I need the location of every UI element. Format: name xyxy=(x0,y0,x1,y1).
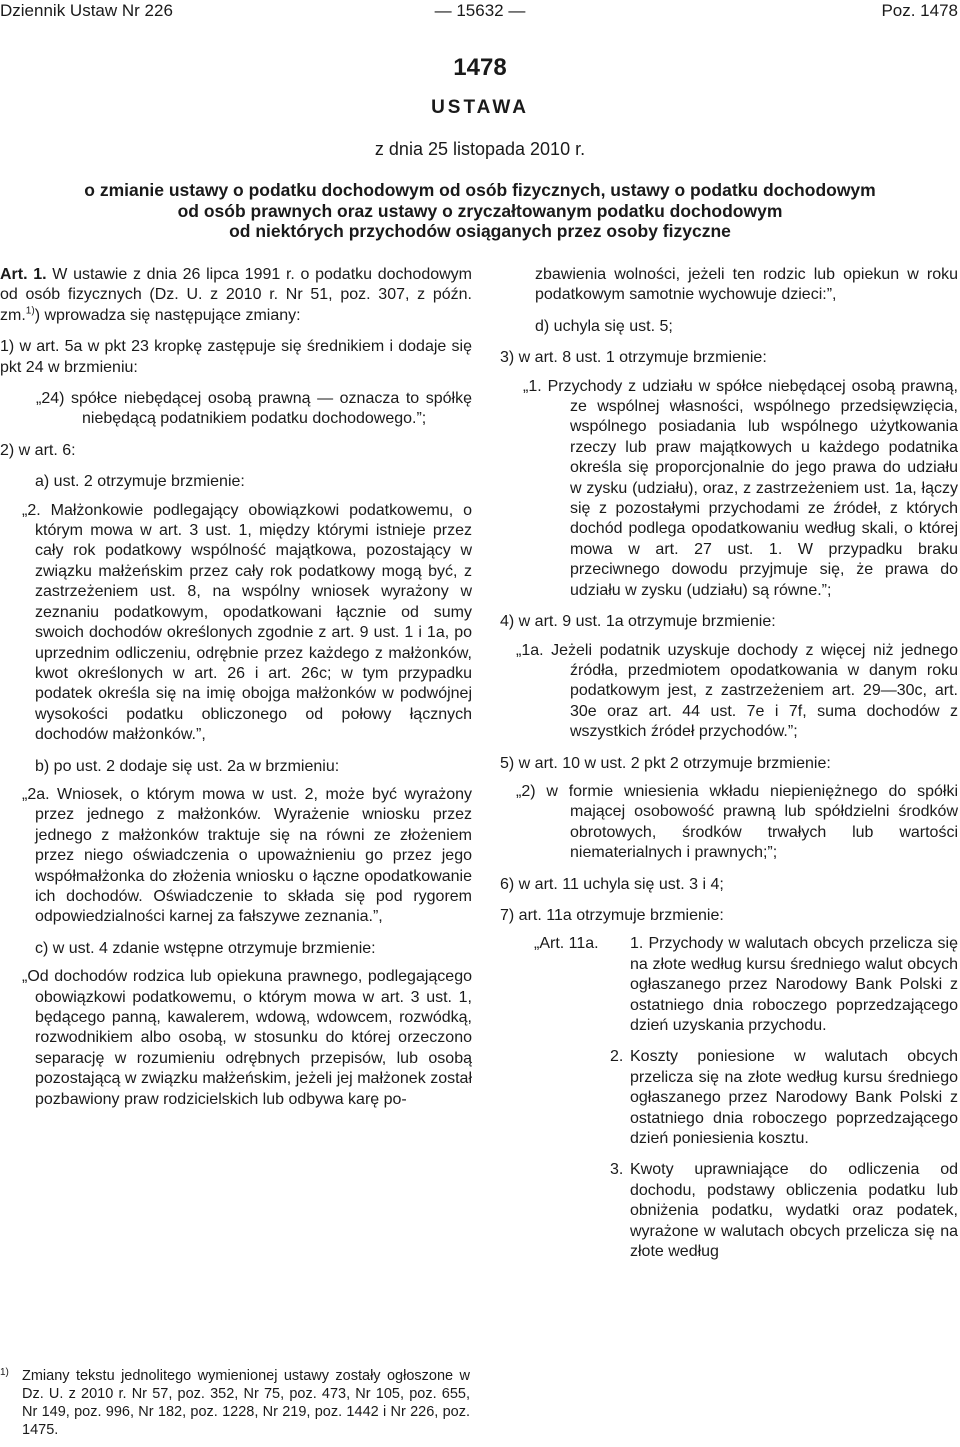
footnote-text: Zmiany tekstu jednolitego wymienionej ustawy zostały ogłoszone w Dz. U. z 2010 r. Nr 57, poz. 352, Nr 75, poz. 473, Nr 105, poz. 655, Nr 149, poz. 996, Nr 182, poz. 1228, Nr 219, poz. 1442 i Nr 226, poz. 1475. xyxy=(22,1368,470,1438)
article-11a-para-3 xyxy=(500,1160,958,1262)
point-3-quote: „1. Przychody z udziału w spółce niebędącej osobą prawną, ze wspólnej własności, wspólnego przedsięwzięcia, wspólnego posiadania lub wspólnego użytkowania rzeczy lub praw majątkowych u każdego podatnika określa się proporcjonalnie do jego prawa do udziału w zysku (udziału), oraz, z zastrzeżeniem ust. 1a, łączy się z pozostałymi przychodami ze źródeł, z których dochód podlega opodatkowaniu według skali, o której mowa w art. 27 ust. 1. W przypadku braku przeciwnego dowodu przyjmuje się, że prawa do udziału w zysku (udziału) są równe.”; xyxy=(523,377,958,599)
point-2b: b) po ust. 2 dodaje się ust. 2a w brzmieniu: xyxy=(35,757,340,775)
point-4: 4) w art. 9 ust. 1a otrzymuje brzmienie: xyxy=(500,613,776,631)
article-11a-text-2: Koszty poniesione w walutach obcych przelicza się na złote według kursu średniego ogłaszanego przez Narodowy Bank Polski z ostatniego dnia roboczego poprzedzającego dzień poniesienia kosztu. xyxy=(630,1048,958,1148)
document-title xyxy=(20,180,940,242)
point-7: 7) art. 11a otrzymuje brzmienie: xyxy=(500,906,724,924)
title-line: od osób prawnych oraz ustawy o zryczałtowanym podatku dochodowym xyxy=(177,200,783,221)
footnote-ref: 1) xyxy=(25,305,35,317)
article-11a-text-3: Kwoty uprawniające do odliczenia od dochodu, podstawy obliczenia podatku lub obniżenia podatku, wydatki oraz podatek, wyrażone w walutach obcych przelicza się na złote według xyxy=(630,1161,958,1261)
title-line: o zmianie ustawy o podatku dochodowym od osób fizycznych, ustawy o podatku dochodowym xyxy=(84,180,876,200)
para-number: 3. xyxy=(610,1161,624,1179)
page-number: — 15632 — xyxy=(434,1,526,20)
point-1: 1) w art. 5a w pkt 23 kropkę zastępuje się średnikiem i dodaje się pkt 24 w brzmieniu: xyxy=(0,338,472,376)
point-5-quote: „2) w formie wniesienia wkładu niepieniężnego do spółki mającej osobowość prawną lub spółdzielni środków obrotowych, środków trwałych lub wartości niematerialnych i prawnych;”; xyxy=(516,782,958,862)
point-3: 3) w art. 8 ust. 1 otrzymuje brzmienie: xyxy=(500,349,767,367)
point-1-quote: „24) spółce niebędącej osobą prawną — oznacza to spółkę niebędącą podatnikiem podatku dochodowego.”; xyxy=(36,390,472,428)
document-number: 1478 xyxy=(453,54,507,81)
article-1-text: W ustawie z dnia 26 lipca 1991 r. o podatku dochodowym od osób fizycznych (Dz. U. z 2010 r. Nr 51, poz. 307, z późn. zm. xyxy=(0,266,473,324)
point-2c-continuation: zbawienia wolności, jeżeli ten rodzic lub opiekun w roku podatkowym samotnie wychowuje dzieci:”, xyxy=(535,266,958,304)
point-2a-quote: „2. Małżonkowie podlegający obowiązkowi podatkowemu, o którym mowa w art. 3 ust. 1, między którymi istnieje przez cały rok podatkowy wspólność majątkowa, pozostający w związku małżeńskim przez cały rok podatkowy mogą być, z zastrzeżeniem ust. 8, na wspólny wniosek wyrażony w zeznaniu podatkowym, opodatkowani łącznie od sumy swoich dochodów określonych zgodnie z art. 9 ust. 1 i 1a, po uprzednim odliczeniu, odrębnie przez każdego z małżonków, kwot określonych w art. 26 i art. 26c; w tym przypadku podatek określa się na imię obojga małżonków w podwójnej wysokości podatku obliczonego od połowy łącznych dochodów małżonków.”, xyxy=(22,501,472,744)
article-11a-para-2 xyxy=(500,1047,958,1149)
article-1-label: Art. 1. xyxy=(0,266,47,283)
document-type: USTAWA xyxy=(431,97,529,118)
position-number: Poz. 1478 xyxy=(881,1,958,20)
article-11a-text-1: 1. Przychody w walutach obcych przelicza się na złote według kursu średniego walut obcych ogłaszanego przez Narodowy Bank Polski z ostatniego dnia roboczego poprzedzającego dzień uzyskania przychodu. xyxy=(630,935,958,1034)
point-2a: a) ust. 2 otrzymuje brzmienie: xyxy=(35,473,245,491)
running-header xyxy=(0,0,960,24)
point-2d: d) uchyla się ust. 5; xyxy=(535,317,673,335)
point-2: 2) w art. 6: xyxy=(0,441,76,459)
para-number: 2. xyxy=(610,1048,624,1066)
point-2c-quote: „Od dochodów rodzica lub opiekuna prawnego, podlegającego obowiązkowi podatkowemu, o którym mowa w art. 3 ust. 1, będącego panną, kawalerem, wdową, wdowcem, rozwódką, rozwodnikiem albo osobą, w stosunku do której orzeczono separację w rozumieniu odrębnych przepisów, lub osobą pozostającą w związku małżeńskim, jeżeli jej małżonek został pozbawiony praw rodzicielskich lub odbywa karę po- xyxy=(22,968,472,1108)
article-11a-label: „Art. 11a. xyxy=(534,935,599,953)
article-1-text-end: ) wprowadza się następujące zmiany: xyxy=(34,306,301,324)
right-column xyxy=(500,265,958,1262)
point-5: 5) w art. 10 w ust. 2 pkt 2 otrzymuje brzmienie: xyxy=(500,754,831,772)
footnote-mark: 1) xyxy=(0,1367,9,1378)
document-date: z dnia 25 listopada 2010 r. xyxy=(374,139,586,159)
point-4-quote: „1a. Jeżeli podatnik uzyskuje dochody z więcej niż jednego źródła, przedmiotem opodatkowania w danym roku podatkowym jest, z zastrzeżeniem art. 29—30c, art. 30e oraz art. 44 ust. 7e i 7f, suma dochodów z wszystkich źródeł przychodów.”; xyxy=(516,641,958,741)
left-column xyxy=(0,265,472,1110)
footnote xyxy=(0,1367,470,1439)
article-1-intro xyxy=(0,265,472,326)
point-2b-quote: „2a. Wniosek, o którym mowa w ust. 2, może być wyrażony przez jednego z małżonków. Wyrażenie wniosku przez jednego z małżonków traktuje się na równi ze złożeniem przez niego oświadczenia o upoważnieniu go przez jego współmałżonka do złożenia wniosku o łączne opodatkowanie ich dochodów. Oświadczenie to składa się pod rygorem odpowiedzialności karnej za fałszywe zeznania.”, xyxy=(22,785,472,926)
journal-name: Dziennik Ustaw Nr 226 xyxy=(0,1,173,20)
point-2c: c) w ust. 4 zdanie wstępne otrzymuje brzmienie: xyxy=(35,939,376,957)
point-6: 6) w art. 11 uchyla się ust. 3 i 4; xyxy=(500,875,724,893)
article-11a-para-1 xyxy=(500,934,958,1036)
title-line: od niektórych przychodów osiąganych przez osoby fizyczne xyxy=(229,221,731,241)
